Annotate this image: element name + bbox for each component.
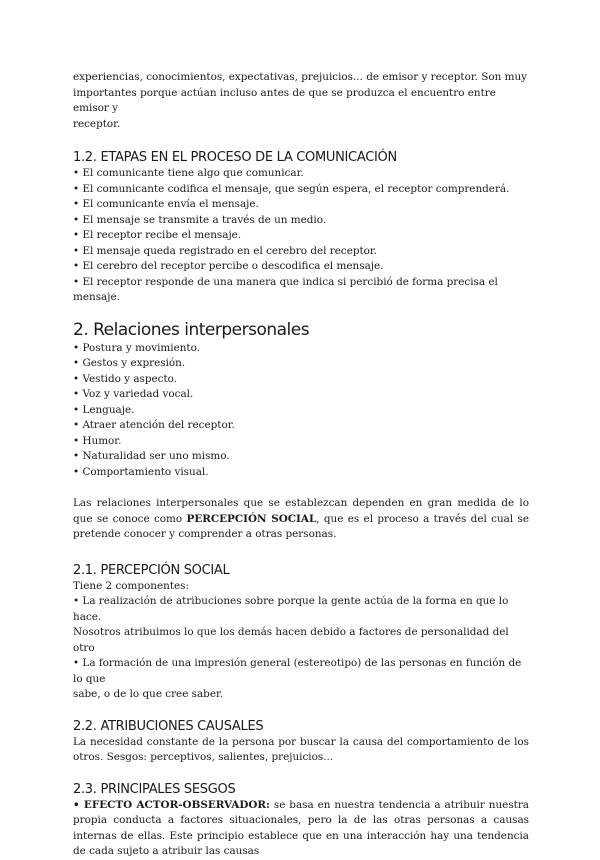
list-item: • Voz y variedad vocal. [73, 387, 529, 403]
para-text-after: , que es el proceso a través del cual se pretende conocer y comprender a otras personas. [73, 512, 529, 540]
etapas-list [73, 166, 529, 306]
ps-line-3: Nosotros atribuimos lo que los demás hacen debido a factores de personalidad del otro [73, 626, 509, 654]
relaciones-list [73, 341, 529, 481]
intro-line-2: importantes porque actúan incluso antes de que se produzca el encuentro entre emisor y [73, 86, 496, 114]
heading-percepcion-social: 2.1. PERCEPCIÓN SOCIAL [73, 562, 230, 578]
list-item: • El comunicante codifica el mensaje, que según espera, el receptor comprenderá. [73, 182, 529, 198]
sesgo-description: se basa en nuestra tendencia a atribuir nuestra propia conducta a factores situacionales, pero la de las otras personas a causas internas de ellas. Este principio establece que en una interacción hay una tendencia de cada sujeto a atribuir las causas [73, 798, 529, 857]
list-item: • El cerebro del receptor percibe o descodifica el mensaje. [73, 259, 529, 275]
list-item: • Naturalidad ser uno mismo. [73, 449, 529, 465]
list-item: • El comunicante envía el mensaje. [73, 197, 529, 213]
list-item: • El receptor recibe el mensaje. [73, 228, 529, 244]
heading-relaciones: 2. Relaciones interpersonales [73, 319, 310, 340]
intro-line-1: experiencias, conocimientos, expectativas, prejuicios... de emisor y receptor. Son muy [73, 71, 528, 83]
list-item: • Lenguaje. [73, 403, 529, 419]
percepcion-paragraph [73, 496, 529, 543]
ps-line-4: • La formación de una impresión general (estereotipo) de las personas en función de lo que [73, 657, 522, 685]
list-item: • El mensaje queda registrado en el cerebro del receptor. [73, 244, 529, 260]
para-text-before: Las relaciones interpersonales que se establezcan dependen en gran medida de lo que se conoce como [73, 497, 529, 525]
heading-sesgos: 2.3. PRINCIPALES SESGOS [73, 781, 236, 797]
list-item: • El comunicante tiene algo que comunicar. [73, 166, 529, 182]
percepcion-social-text [73, 579, 529, 703]
list-item: • Comportamiento visual. [73, 465, 529, 481]
list-item: • Humor. [73, 434, 529, 450]
ps-line-1: Tiene 2 componentes: [73, 579, 189, 592]
list-item: • Vestido y aspecto. [73, 372, 529, 388]
ps-line-5: sabe, o de lo que cree saber. [73, 688, 224, 700]
page-content [73, 70, 529, 860]
intro-paragraph [73, 70, 529, 132]
atribuciones-text: La necesidad constante de la persona por buscar la causa del comportamiento de los otros. Sesgos: perceptivos, salientes, prejuicios... [73, 735, 529, 763]
sesgos-text [73, 798, 529, 860]
list-item: • El receptor responde de una manera que indica si percibió de forma precisa el mensaje. [73, 275, 529, 306]
ps-line-2: • La realización de atribuciones sobre porque la gente actúa de la forma en que lo hace. [73, 595, 509, 623]
list-item: • Gestos y expresión. [73, 356, 529, 372]
heading-atribuciones: 2.2. ATRIBUCIONES CAUSALES [73, 718, 264, 734]
intro-line-3: receptor. [73, 117, 121, 130]
para-bold-term: PERCEPCIÓN SOCIAL [186, 512, 317, 525]
list-item: • Atraer atención del receptor. [73, 418, 529, 434]
list-item: • Postura y movimiento. [73, 341, 529, 357]
list-item: • El mensaje se transmite a través de un medio. [73, 213, 529, 229]
heading-etapas: 1.2. ETAPAS EN EL PROCESO DE LA COMUNICACIÓN [73, 150, 397, 165]
sesgo-term: • EFECTO ACTOR-OBSERVADOR: [73, 799, 270, 811]
